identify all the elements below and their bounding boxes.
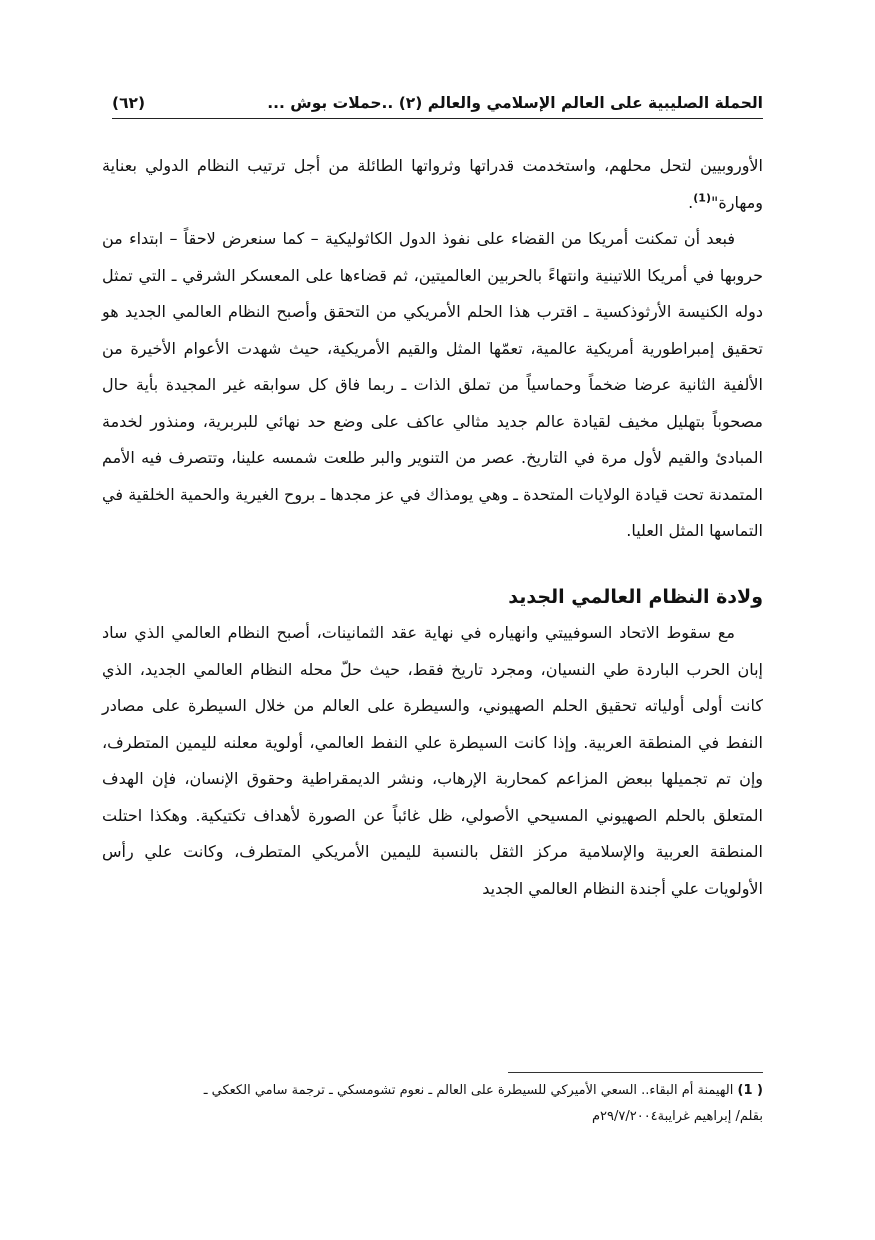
footnote-reference: (1): [693, 191, 711, 205]
paragraph-2: فبعد أن تمكنت أمريكا من القضاء على نفوذ الدول الكاثوليكية – كما سنعرض لاحقاً – ابتداء من حروبها في أمريكا اللاتينية وانتهاءً بالحربين العالميتين، ثم قضاءها على المعسكر الشرقي ـ التي تمثل دوله الكنيسة الأرثوذكسية ـ اقترب هذا الحلم الأمريكي من التحقق وأصبح النظام العالمي الجديد هو تحقيق إمبراطورية أمريكية عالمية، تعمّها المثل والقيم الأمريكية، حيث شهدت الأعوام الأخيرة من الألفية الثانية عرضا ضخماً وحماسياً من تملق الذات ـ ربما فاق كل سوابقه غير المجيدة بأية حال مصحوباً بتهليل مخيف لقيادة عالم جديد مثالي عاكف على وضع حد نهائي للبربرية، ومنذور لخدمة المبادئ والقيم لأول مرة في التاريخ. عصر من التنوير والبر طلعت شمسه علينا، وتتصرف فيه الأمم المتمدنة تحت قيادة الولايات المتحدة ـ وهي يومذاك في عز مجدها ـ بروح الغيرية والحمية الخلقية في التماسها المثل العليا.: [102, 229, 763, 540]
footnote-line-1: [112, 1078, 763, 1104]
footnote-text-1: الهيمنة أم البقاء.. السعي الأميركي للسيطرة على العالم ـ نعوم تشومسكي ـ ترجمة سامي الكعكي ـ: [203, 1083, 734, 1098]
footnote-divider: [508, 1072, 763, 1073]
footnote-mark: ( 1): [737, 1083, 763, 1098]
running-header: [112, 88, 763, 119]
paragraph-3: مع سقوط الاتحاد السوفييتي وانهياره في نهاية عقد الثمانينات، أصبح النظام العالمي الذي ساد إبان الحرب الباردة طي النسيان، ومجرد تاريخ فقط، حيث حلّ محله النظام العالمي الجديد، الذي كانت أولى أولياته تحقيق الحلم الصهيوني، والسيطرة على العالم من خلال السيطرة على مصادر النفط في المنطقة العربية. وإذا كانت السيطرة علي النفط العالمي، أولوية معلنه لليمين المتطرف، وإن تم تجميلها ببعض المزاعم كمحاربة الإرهاب، ونشر الديمقراطية وحقوق الإنسان، فإن الهدف المتعلق بالحلم الصهيوني المسيحي الأصولي، ظل غائباً عن الصورة لأهداف تكتيكية. وهكذا احتلت المنطقة العربية والإسلامية مركز الثقل بالنسبة لليمين الأمريكي المتطرف، وكانت علي رأس الأولويات علي أجندة النظام العالمي الجديد: [102, 623, 763, 898]
body-text: [102, 148, 763, 907]
header-title: الحملة الصليبية على العالم الإسلامي والعالم (٢) ..حملات بوش ...: [267, 94, 763, 112]
paragraph-continuation: [102, 148, 763, 221]
page-number: (٦٢): [112, 94, 146, 112]
section-heading: ولادة النظام العالمي الجديد: [508, 585, 763, 608]
footnote: [112, 1078, 763, 1130]
paragraph-1-end: .: [688, 192, 694, 212]
footnote-line-2: بقلم/ إبراهيم غرايبة٢٩/٧/٢٠٠٤م: [591, 1109, 763, 1124]
paragraph-1-text: الأوروبيين لتحل محلهم، واستخدمت قدراتها وثرواتها الطائلة من أجل ترتيب النظام الدولي بعناية ومهارة": [102, 156, 763, 212]
